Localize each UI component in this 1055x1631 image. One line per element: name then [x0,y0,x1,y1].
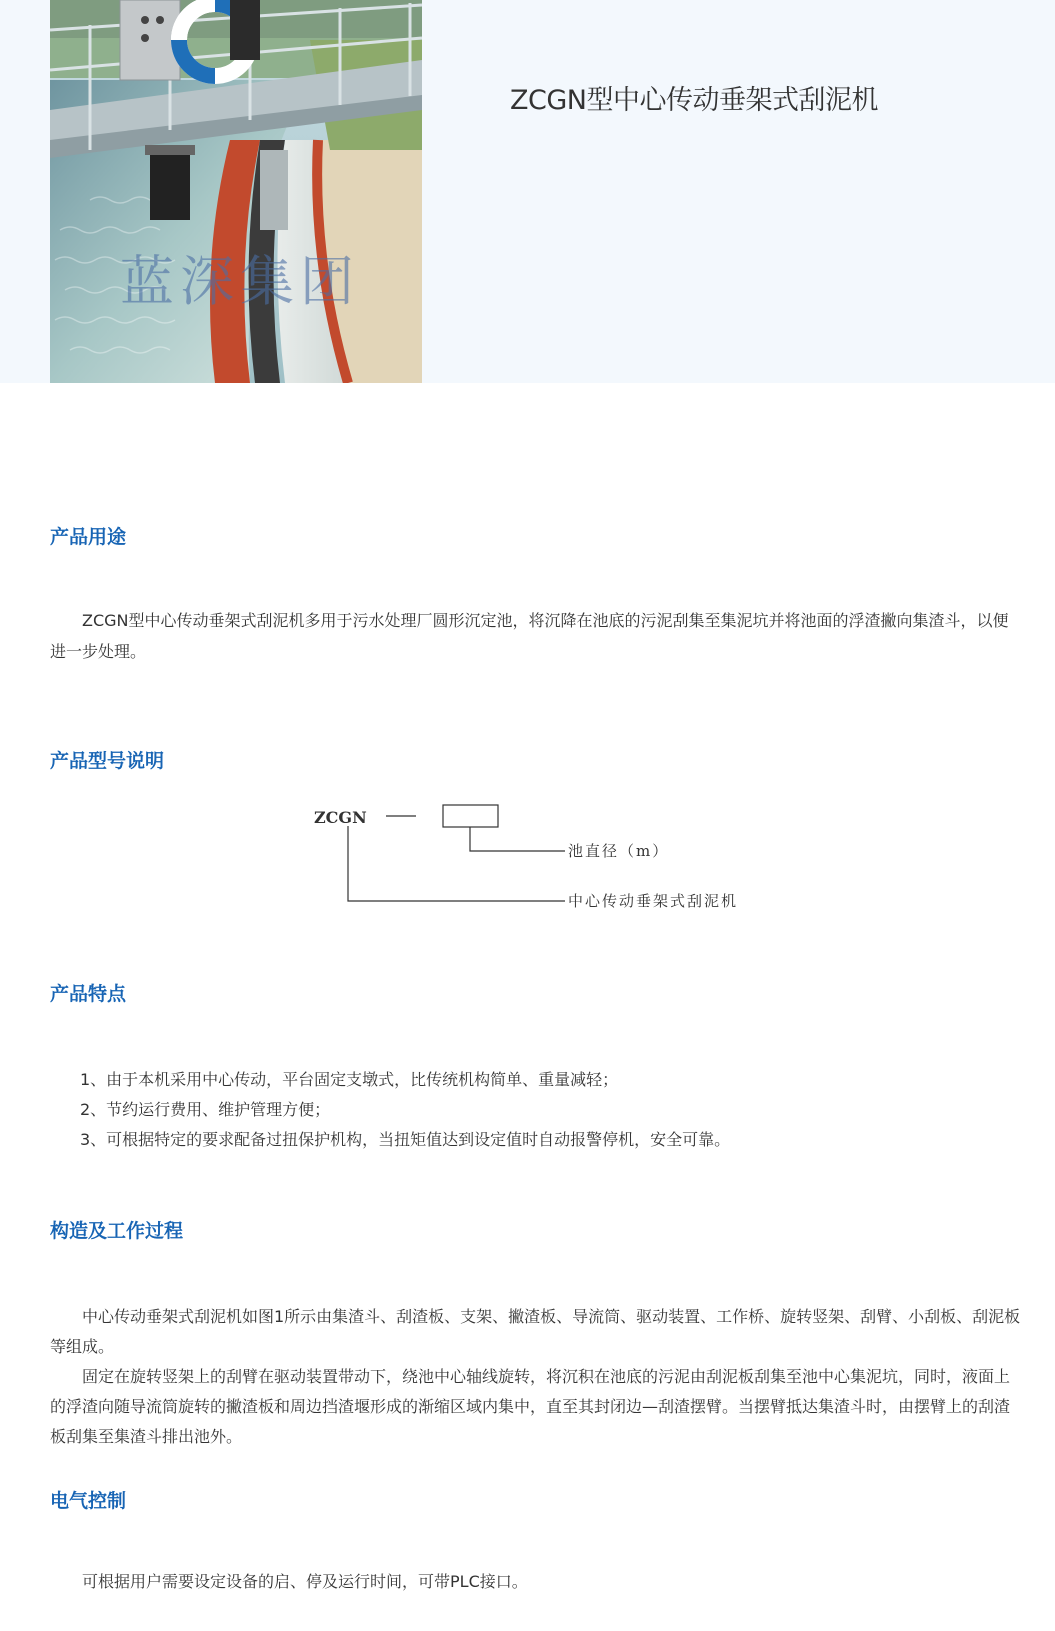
model-diameter-label: 池直径（m） [568,842,670,860]
structure-text-1: 中心传动垂架式刮泥机如图1所示由集渣斗、刮渣板、支架、撇渣板、导流筒、驱动装置、工作桥、旋转竖架、刮臂、小刮板、刮泥板等组成。 [50,1307,1021,1356]
photo-watermark: 蓝深集团 [120,250,360,313]
usage-text: ZCGN型中心传动垂架式刮泥机多用于污水处理厂圆形沉定池，将沉降在池底的污泥刮集至集泥坑并将池面的浮渣撇向集渣斗，以便进一步处理。 [50,611,1009,661]
section-heading-electrical: 电气控制 [50,1490,127,1512]
feature-item: 2、节约运行费用、维护管理方便； [80,1100,331,1119]
feature-item: 1、由于本机采用中心传动，平台固定支墩式，比传统机构简单、重量减轻； [80,1070,619,1089]
structure-paragraph [50,1302,1022,1452]
product-photo [50,0,422,383]
model-diameter-box [443,805,498,827]
usage-paragraph [50,605,1022,667]
electrical-paragraph [50,1566,1022,1597]
feature-item: 3、可根据特定的要求配备过扭保护机构，当扭矩值达到设定值时自动报警停机，安全可靠。 [80,1130,731,1149]
hero-banner [0,0,1055,383]
electrical-text: 可根据用户需要设定设备的启、停及运行时间，可带PLC接口。 [82,1572,528,1591]
model-name-label: 中心传动垂架式刮泥机 [568,892,739,910]
model-diameter-leader [470,827,565,851]
section-heading-features: 产品特点 [50,983,127,1005]
product-title: ZCGN型中心传动垂架式刮泥机 [510,85,878,116]
structure-text-2: 固定在旋转竖架上的刮臂在驱动装置带动下，绕池中心轴线旋转，将沉积在池底的污泥由刮泥板刮集至池中心集泥坑，同时，液面上的浮渣向随导流筒旋转的撇渣板和周边挡渣堰形成的渐缩区域内集中，直至其封闭边—刮渣摆臂。当摆臂抵达集渣斗时，由摆臂上的刮渣板刮集至集渣斗排出池外。 [50,1367,1011,1446]
model-code: ZCGN [314,808,367,827]
model-name-leader [348,826,565,901]
model-code-diagram [300,800,780,930]
section-heading-model: 产品型号说明 [50,750,165,772]
section-heading-structure: 构造及工作过程 [50,1220,184,1242]
product-photo-illustration [50,0,422,383]
features-list [80,1065,730,1155]
section-heading-usage: 产品用途 [50,526,127,548]
